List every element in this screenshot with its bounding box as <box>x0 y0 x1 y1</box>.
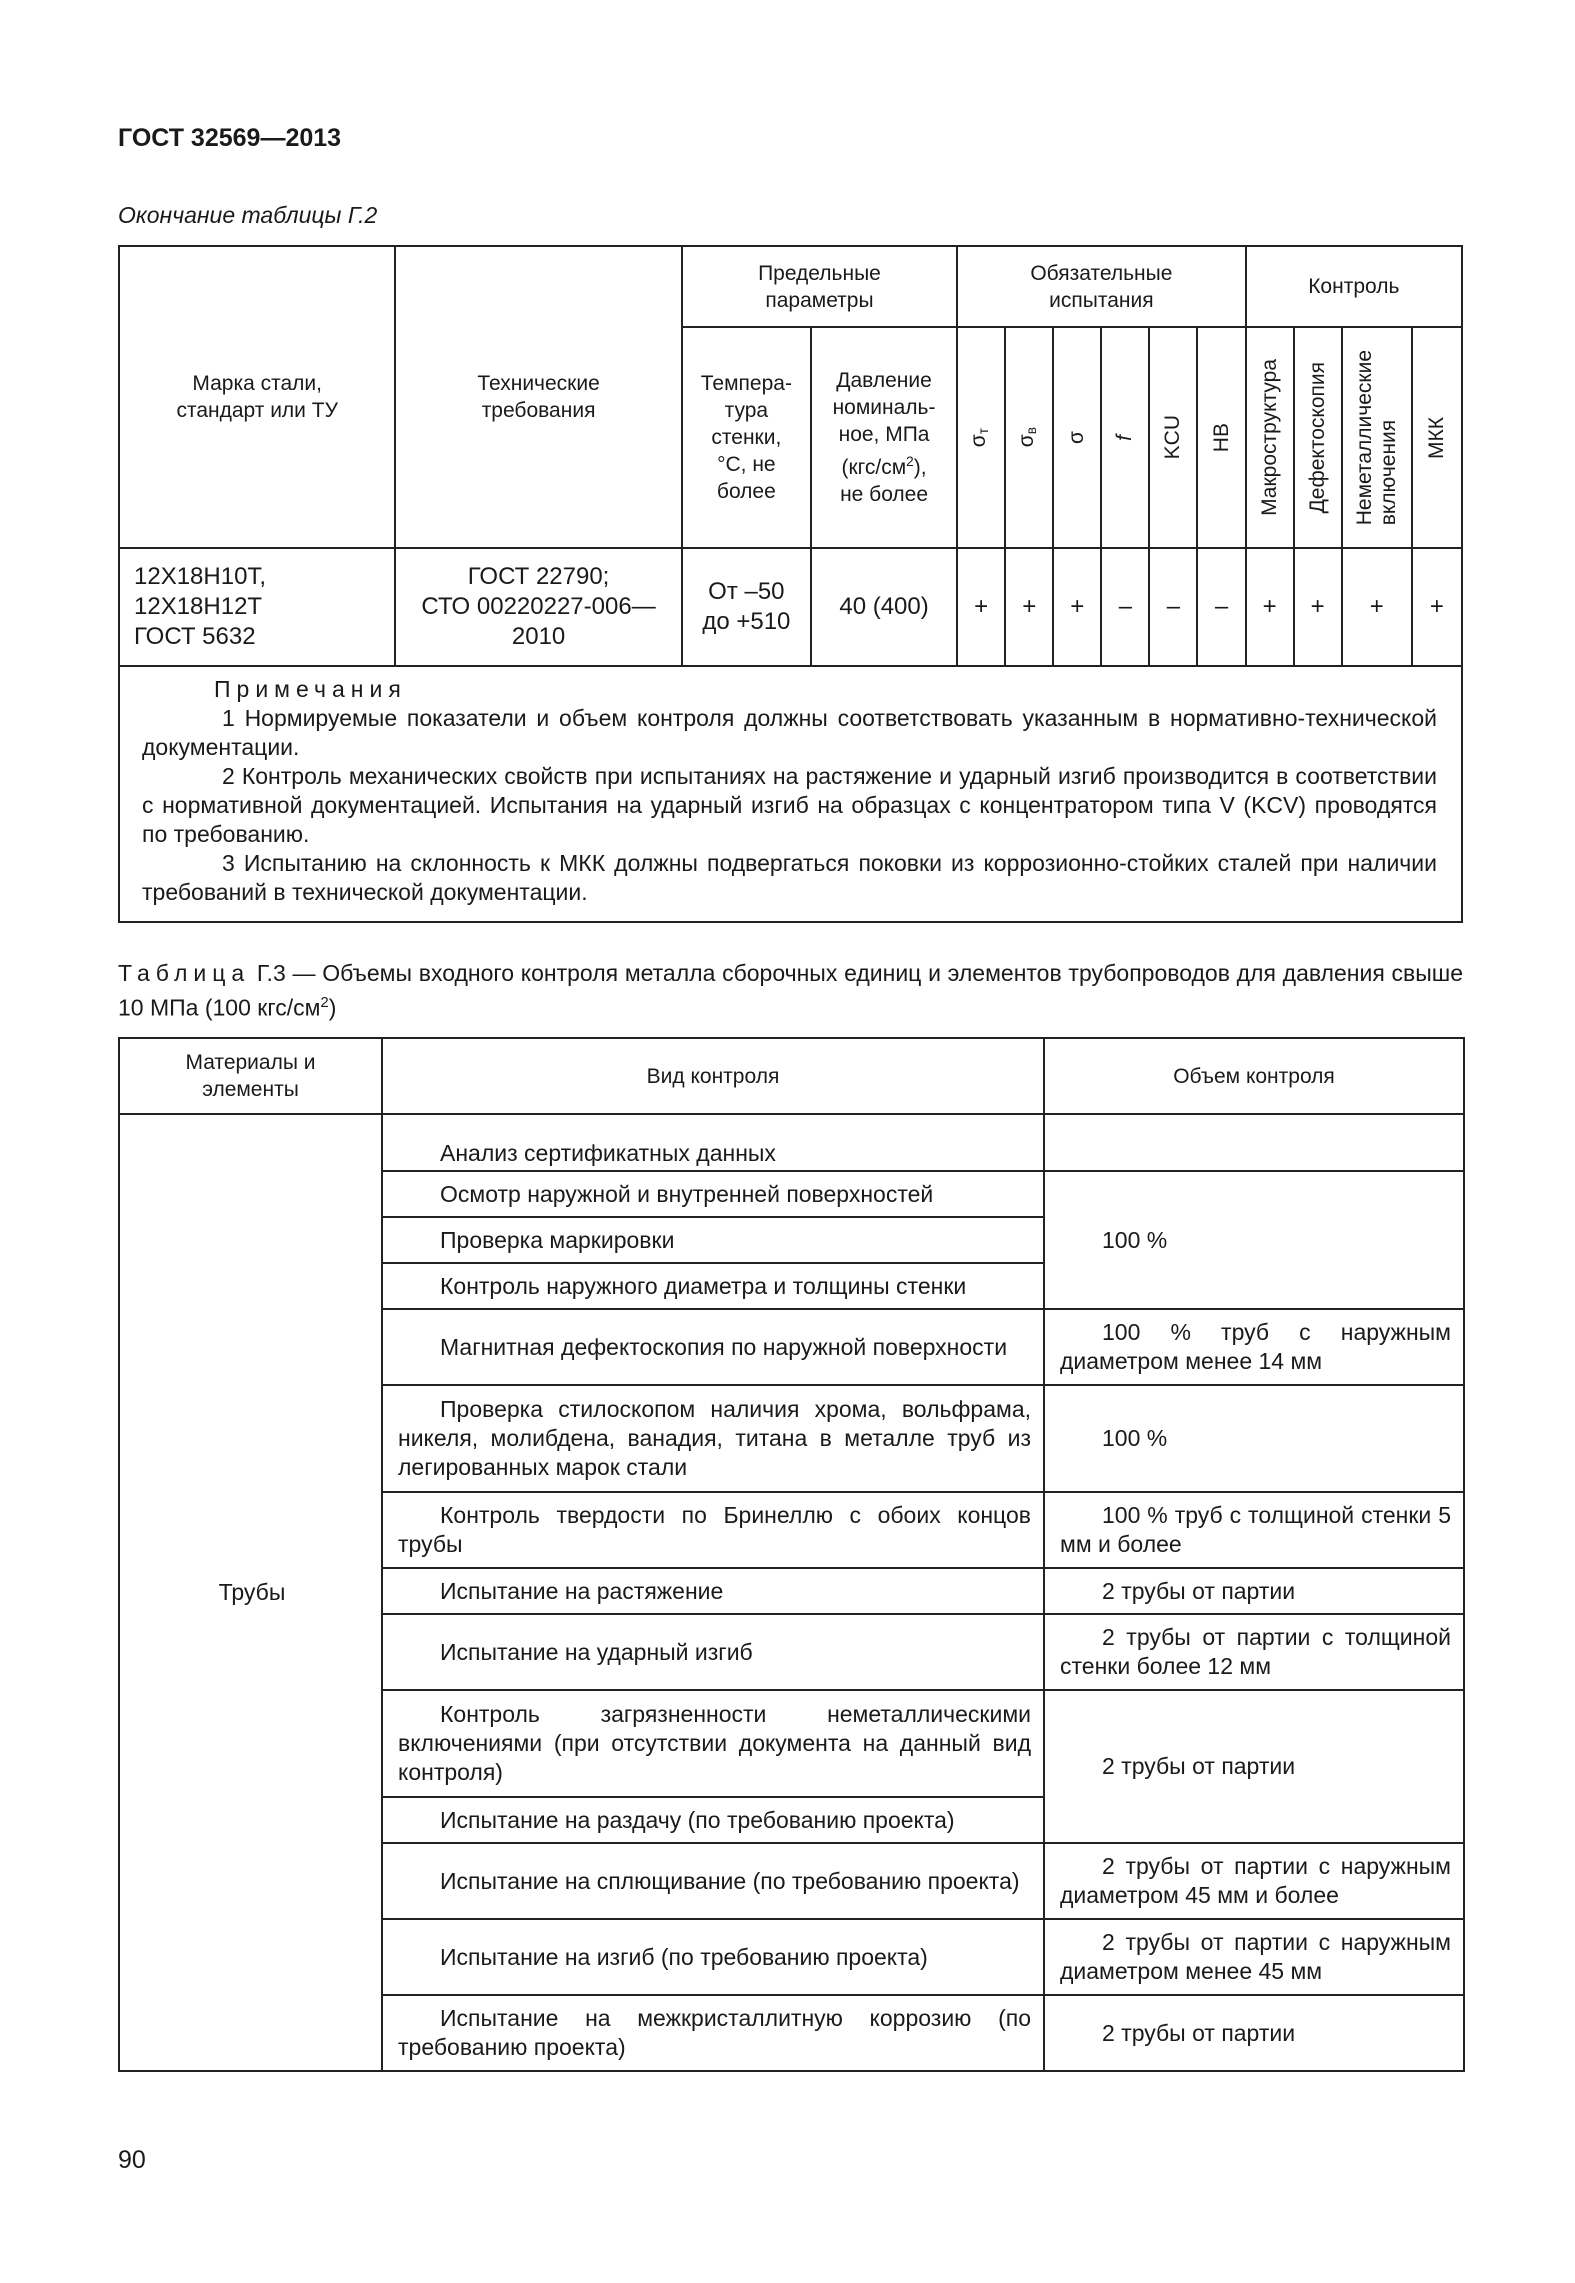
vol-certificate <box>1044 1114 1464 1171</box>
cell-steel-grade: 12Х18Н10Т, 12Х18Н12Т ГОСТ 5632 <box>119 548 395 666</box>
header-macrostructure: Макроструктура <box>1246 327 1294 548</box>
header-nonmetal-inclusions: Неметаллические включения <box>1342 327 1412 548</box>
note-3: 3 Испытанию на склонность к МКК должны подвергаться поковки из коррозионно-стойких сталей при наличии требований в технической документации. <box>142 850 1437 905</box>
vol-tension: 2 трубы от партии <box>1044 1568 1464 1614</box>
header-wall-temp: Темпера- тура стенки, °С, не более <box>682 327 811 548</box>
cell-mark: + <box>957 548 1005 666</box>
header-defectoscopy: Дефектоскопия <box>1294 327 1342 548</box>
header-tech-requirements: Технические требования <box>395 246 681 548</box>
header-sigma: σ <box>1053 327 1101 548</box>
row-surface-inspection: Осмотр наружной и внутренней поверхностей <box>382 1171 1044 1217</box>
vol-magnetic: 100 % труб с наружным диаметром менее 14 мм <box>1044 1309 1464 1385</box>
document-code: ГОСТ 32569—2013 <box>118 124 342 152</box>
row-impact-bend-test: Испытание на ударный изгиб <box>382 1614 1044 1690</box>
header-sigma-t: $\sigma_т$ <box>957 327 1005 548</box>
row-flattening-test: Испытание на сплющивание (по требованию проекта) <box>382 1843 1044 1919</box>
row-marking-check: Проверка маркировки <box>382 1217 1044 1263</box>
cell-mark: + <box>1053 548 1101 666</box>
table-g3-caption: Таблица Г.3 — Объемы входного контроля металла сборочных единиц и элементов трубопроводов для давления свыше 10 МПа (100 кгс/$см^2$) <box>118 960 1463 1021</box>
vol-100-a: 100 % <box>1044 1171 1464 1309</box>
note-1: 1 Нормируемые показатели и объем контроля должны соответствовать указанным в нормативно-технической документации. <box>142 705 1437 760</box>
cell-tech-requirements: ГОСТ 22790; СТО 00220227-006— 2010 <box>395 548 681 666</box>
vol-flattening: 2 трубы от партии с наружным диаметром 45 мм и более <box>1044 1843 1464 1919</box>
vol-bend: 2 трубы от партии с наружным диаметром менее 45 мм <box>1044 1919 1464 1995</box>
cell-mark: + <box>1246 548 1294 666</box>
header-materials: Материалы и элементы <box>119 1038 382 1114</box>
header-steel-grade: Марка стали, стандарт или ТУ <box>119 246 395 548</box>
cell-mark: – <box>1101 548 1149 666</box>
row-magnetic-defectoscopy: Магнитная дефектоскопия по наружной поверхности <box>382 1309 1044 1385</box>
cell-pressure: 40 (400) <box>811 548 957 666</box>
table-g2 <box>118 245 1463 923</box>
row-contamination-control: Контроль загрязненности неметаллическими включениями (при отсутствии документа на данный вид контроля) <box>382 1690 1044 1797</box>
header-mandatory-tests: Обязательные испытания <box>957 246 1245 327</box>
row-certificate-analysis: Анализ сертификатных данных <box>382 1114 1044 1171</box>
cell-mark: + <box>1294 548 1342 666</box>
header-limit-params: Предельные параметры <box>682 246 957 327</box>
cell-mark: + <box>1342 548 1412 666</box>
table-g3 <box>118 1037 1465 2072</box>
row-brinell-hardness: Контроль твердости по Бринеллю с обоих концов трубы <box>382 1492 1044 1568</box>
row-intercrystalline-corrosion: Испытание на межкристаллитную коррозию (по требованию проекта) <box>382 1995 1044 2071</box>
row-diameter-control: Контроль наружного диаметра и толщины стенки <box>382 1263 1044 1309</box>
page-number: 90 <box>118 2146 146 2174</box>
vol-contamination: 2 трубы от партии <box>1044 1690 1464 1843</box>
header-kcu: KCU <box>1149 327 1197 548</box>
vol-impact: 2 трубы от партии с толщиной стенки более 12 мм <box>1044 1614 1464 1690</box>
table-g2-caption: Окончание таблицы Г.2 <box>118 202 378 228</box>
notes-title: Примечания <box>214 676 407 702</box>
header-control-volume: Объем контроля <box>1044 1038 1464 1114</box>
cell-element-pipes: Трубы <box>119 1114 382 2071</box>
notes-block <box>119 666 1462 922</box>
header-mkk: МКК <box>1412 327 1462 548</box>
cell-wall-temp: От –50 до +510 <box>682 548 811 666</box>
row-bend-test: Испытание на изгиб (по требованию проекта) <box>382 1919 1044 1995</box>
vol-intercrystalline: 2 трубы от партии <box>1044 1995 1464 2071</box>
vol-100-b: 100 % <box>1044 1385 1464 1492</box>
header-f: f <box>1101 327 1149 548</box>
row-expansion-test: Испытание на раздачу (по требованию проекта) <box>382 1797 1044 1843</box>
header-control-kind: Вид контроля <box>382 1038 1044 1114</box>
header-hb: HB <box>1197 327 1245 548</box>
cell-mark: – <box>1197 548 1245 666</box>
header-control: Контроль <box>1246 246 1462 327</box>
note-2: 2 Контроль механических свойств при испытаниях на растяжение и ударный изгиб производится в соответствии с нормативной документацией. Испытания на ударный изгиб на образцах с концентратором типа V (KCV) проводятся по требованию. <box>142 763 1437 847</box>
cell-mark: + <box>1005 548 1053 666</box>
row-tension-test: Испытание на растяжение <box>382 1568 1044 1614</box>
row-styloscope-check: Проверка стилоскопом наличия хрома, вольфрама, никеля, молибдена, ванадия, титана в металле труб из легированных марок стали <box>382 1385 1044 1492</box>
vol-hardness: 100 % труб с толщиной стенки 5 мм и более <box>1044 1492 1464 1568</box>
header-sigma-v: $\sigma_в$ <box>1005 327 1053 548</box>
cell-mark: + <box>1412 548 1462 666</box>
cell-mark: – <box>1149 548 1197 666</box>
header-nominal-pressure: Давление номиналь- ное, МПа $(кгс/см^2)$, не более <box>811 327 957 548</box>
